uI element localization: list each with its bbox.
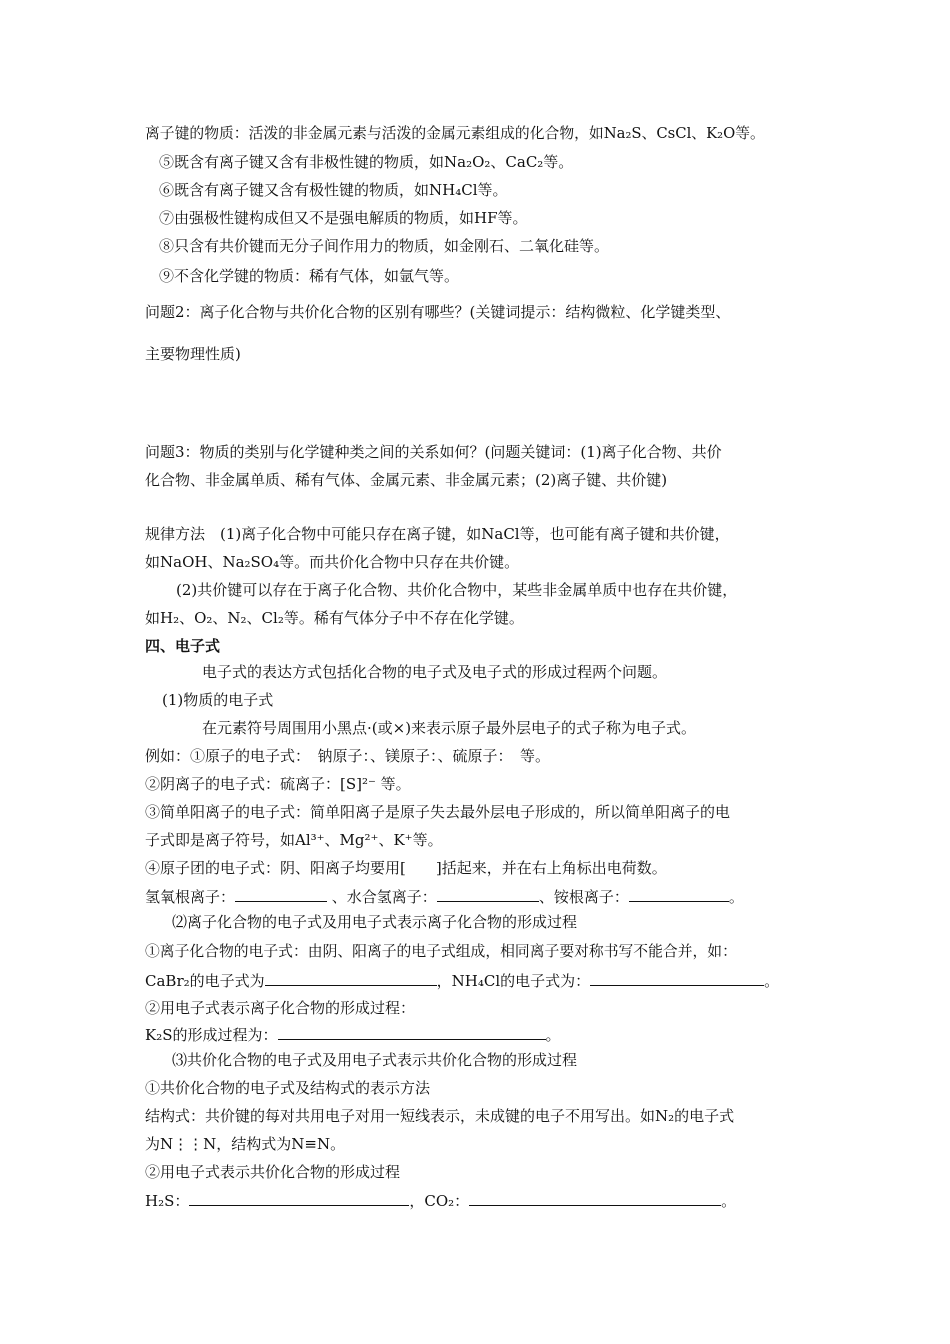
text-line: 在元素符号周围用小黑点·(或×)来表示原子最外层电子的式子称为电子式。 — [202, 719, 697, 737]
answer-blank[interactable] — [189, 1190, 409, 1206]
text-line: ⑨不含化学键的物质：稀有气体，如氩气等。 — [159, 267, 460, 285]
label: 氢氧根离子： — [145, 888, 236, 906]
text-line: 离子键的物质：活泼的非金属元素与活泼的金属元素组成的化合物，如Na₂S、CsCl、K₂O等。 — [145, 125, 765, 142]
label: 。 — [728, 888, 744, 906]
text-line: ⑥既含有离子键又含有极性键的物质，如NH₄Cl等。 — [159, 181, 508, 199]
text-line: 子式即是离子符号，如Al³⁺、Mg²⁺、K⁺等。 — [145, 831, 443, 849]
text-line: ⑧只含有共价键而无分子间作用力的物质，如金刚石、二氧化硅等。 — [159, 237, 610, 255]
text-line: 主要物理性质) — [145, 345, 241, 363]
text-line: 如NaOH、Na₂SO₄等。而共价化合物中只存在共价键。 — [145, 553, 520, 571]
label: ，CO₂： — [409, 1192, 470, 1210]
answer-blank[interactable] — [590, 970, 764, 986]
subsection-heading: ⑶共价化合物的电子式及用电子式表示共价化合物的形成过程 — [172, 1051, 578, 1069]
label: CaBr₂的电子式为 — [145, 972, 265, 990]
answer-blank[interactable] — [629, 886, 729, 902]
label: 、铵根离子： — [538, 888, 629, 906]
subsection-heading: ⑵离子化合物的电子式及用电子式表示离子化合物的形成过程 — [172, 913, 578, 931]
text-line: ②用电子式表示离子化合物的形成过程： — [145, 999, 416, 1017]
answer-blank[interactable] — [278, 1024, 546, 1040]
fill-blank-line — [145, 1024, 561, 1045]
text-line: ①离子化合物的电子式：由阴、阳离子的电子式组成，相同离子要对称书写不能合并，如： — [145, 943, 737, 960]
label: 。 — [764, 972, 780, 990]
answer-blank[interactable] — [469, 1190, 721, 1206]
label: 。 — [721, 1192, 737, 1210]
text-line: ④原子团的电子式：阴、阳离子均要用[ ]括起来，并在右上角标出电荷数。 — [145, 859, 667, 877]
text-line: 如H₂、O₂、N₂、Cl₂等。稀有气体分子中不存在化学键。 — [145, 609, 524, 627]
label: ，NH₄Cl的电子式为： — [436, 972, 591, 990]
text-line: 为N⋮⋮N，结构式为N≡N。 — [145, 1135, 346, 1153]
text-line: 结构式：共价键的每对共用电子对用一短线表示，未成键的电子不用写出。如N₂的电子式 — [145, 1107, 735, 1125]
rule-method: 规律方法 (1)离子化合物中可能只存在离子键，如NaCl等，也可能有离子键和共价键， — [145, 525, 730, 543]
text-line: ②阴离子的电子式：硫离子：[S]²⁻ 等。 — [145, 775, 411, 793]
text-line: ③简单阳离子的电子式：简单阳离子是原子失去最外层电子形成的，所以简单阳离子的电 — [145, 803, 731, 821]
text-line: ②用电子式表示共价化合物的形成过程 — [145, 1163, 401, 1181]
label: 。 — [545, 1026, 561, 1044]
label: 、水合氢离子： — [331, 888, 437, 906]
label: H₂S： — [145, 1192, 190, 1210]
answer-blank[interactable] — [265, 970, 437, 986]
fill-blank-line — [145, 886, 744, 907]
answer-blank[interactable] — [235, 886, 327, 902]
fill-blank-line — [145, 970, 779, 991]
subsection-heading: (1)物质的电子式 — [162, 691, 274, 709]
text-line: ⑦由强极性键构成但又不是强电解质的物质，如HF等。 — [159, 209, 528, 227]
answer-blank[interactable] — [437, 886, 539, 902]
text-line: (2)共价键可以存在于离子化合物、共价化合物中，某些非金属单质中也存在共价键， — [176, 581, 738, 599]
section-heading: 四、电子式 — [145, 637, 221, 655]
question-2: 问题2：离子化合物与共价化合物的区别有哪些？(关键词提示：结构微粒、化学键类型、 — [145, 303, 731, 321]
text-line: 电子式的表达方式包括化合物的电子式及电子式的形成过程两个问题。 — [202, 663, 668, 681]
text-line: ⑤既含有离子键又含有非极性键的物质，如Na₂O₂、CaC₂等。 — [159, 153, 574, 171]
question-3: 问题3：物质的类别与化学键种类之间的关系如何？(问题关键词：(1)离子化合物、共价 — [145, 443, 722, 461]
text-line: 例如：①原子的电子式： 钠原子：、镁原子：、硫原子： 等。 — [145, 747, 551, 765]
text-line: ①共价化合物的电子式及结构式的表示方法 — [145, 1079, 431, 1097]
fill-blank-line — [145, 1190, 736, 1211]
label: K₂S的形成过程为： — [145, 1026, 278, 1044]
text-line: 化合物、非金属单质、稀有气体、金属元素、非金属元素；(2)离子键、共价键) — [145, 471, 668, 489]
